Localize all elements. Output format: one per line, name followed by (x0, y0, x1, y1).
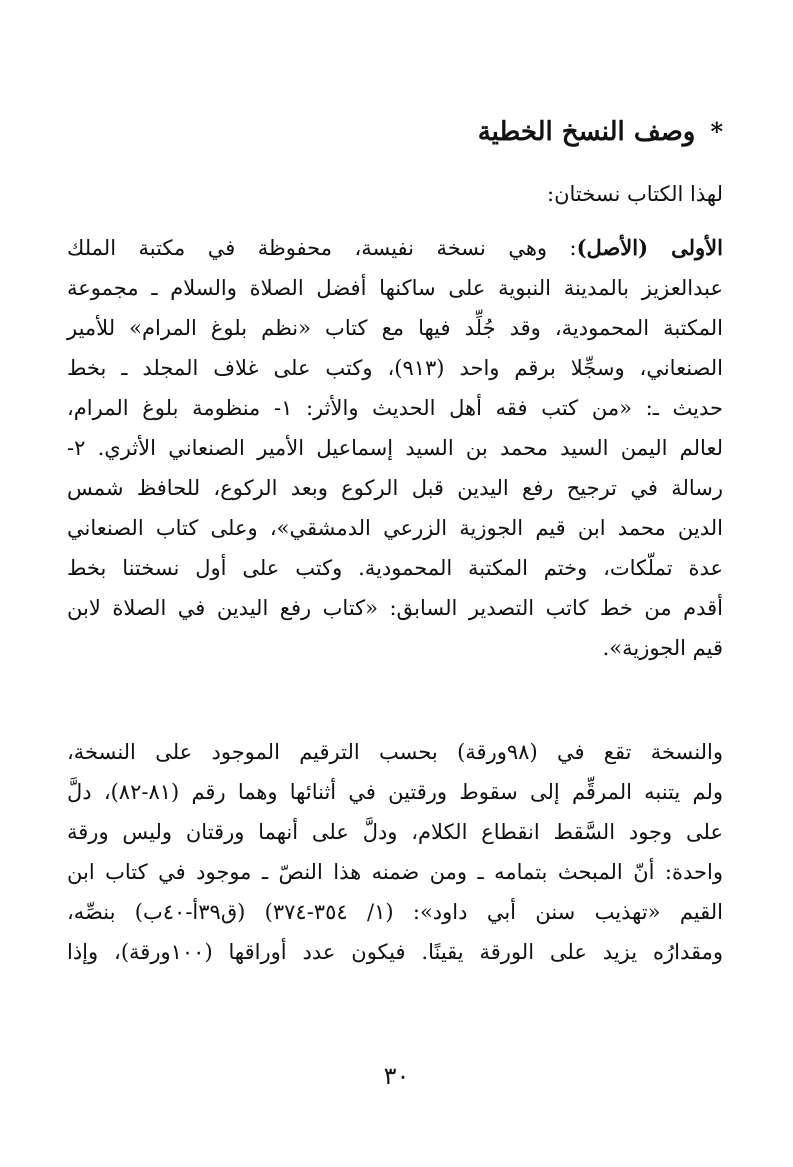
paragraph-line: واحدة: أنّ المبحث بتمامه ـ ومن ضمنه هذا النصّ ـ موجود في كتاب ابن (67, 860, 723, 884)
paragraph-line: لعالم اليمن السيد محمد بن السيد إسماعيل الأمير الصنعاني الأثري. ٢- (67, 436, 723, 460)
paragraph-line: ولم يتنبه المرقِّم إلى سقوط ورقتين في أثنائها وهما رقم (٨١-٨٢)، دلَّ (67, 780, 723, 804)
paragraph-line: على وجود السَّقط انقطاع الكلام، ودلَّ على أنهما ورقتان وليس ورقة (67, 820, 723, 844)
heading-marker: * (710, 117, 723, 146)
paragraph-line: قيم الجوزية». (602, 636, 723, 660)
paragraph-line: المكتبة المحمودية، وقد جُلِّد فيها مع كتاب «نظم بلوغ المرام» للأمير (67, 316, 723, 340)
page-number: ٣٠ (383, 1062, 410, 1090)
section-heading (73, 112, 723, 152)
paragraph-line: القيم «تهذيب سنن أبي داود»: (١/ ٣٥٤-٣٧٤) (ق٣٩أ-٤٠ب) بنصِّه، (67, 900, 723, 924)
paragraph-line: ومقدارُه يزيد على الورقة يقينًا. فيكون عدد أوراقها (١٠٠ورقة)، وإذا (67, 940, 723, 964)
paragraph-pagination (67, 732, 723, 972)
paragraph-line: والنسخة تقع في (٩٨ورقة) بحسب الترقيم الموجود على النسخة، (67, 740, 724, 764)
paragraph-line: عبدالعزيز بالمدينة النبوية على ساكنها أفضل الصلاة والسلام ـ مجموعة (67, 276, 723, 300)
heading-title: وصف النسخ الخطية (477, 117, 696, 147)
paragraph-line: حديث ـ: «من كتب فقه أهل الحديث والأثر: ١- منظومة بلوغ المرام، (67, 396, 723, 420)
intro-line: لهذا الكتاب نسختان: (547, 182, 723, 206)
paragraph-line (67, 228, 723, 268)
paragraph-line: رسالة في ترجيح رفع اليدين قبل الركوع وبعد الركوع، للحافظ شمس (67, 476, 723, 500)
paragraph-line: الصنعاني، وسجِّلا برقم واحد (٩١٣)، وكتب على غلاف المجلد ـ بخط (67, 356, 723, 380)
paragraph-first-copy (67, 228, 723, 668)
first-copy-label: الأولى (الأصل) (576, 235, 723, 260)
paragraph-line: أقدم من خط كاتب التصدير السابق: «كتاب رفع اليدين في الصلاة لابن (67, 596, 723, 620)
first-copy-text: : وهي نسخة نفيسة، محفوظة في مكتبة الملك (67, 236, 577, 260)
paragraph-line: عدة تملّكات، وختم المكتبة المحمودية. وكتب على أول نسختنا بخط (67, 556, 723, 580)
paragraph-line: الدين محمد ابن قيم الجوزية الزرعي الدمشقي»، وعلى كتاب الصنعاني (67, 516, 723, 540)
